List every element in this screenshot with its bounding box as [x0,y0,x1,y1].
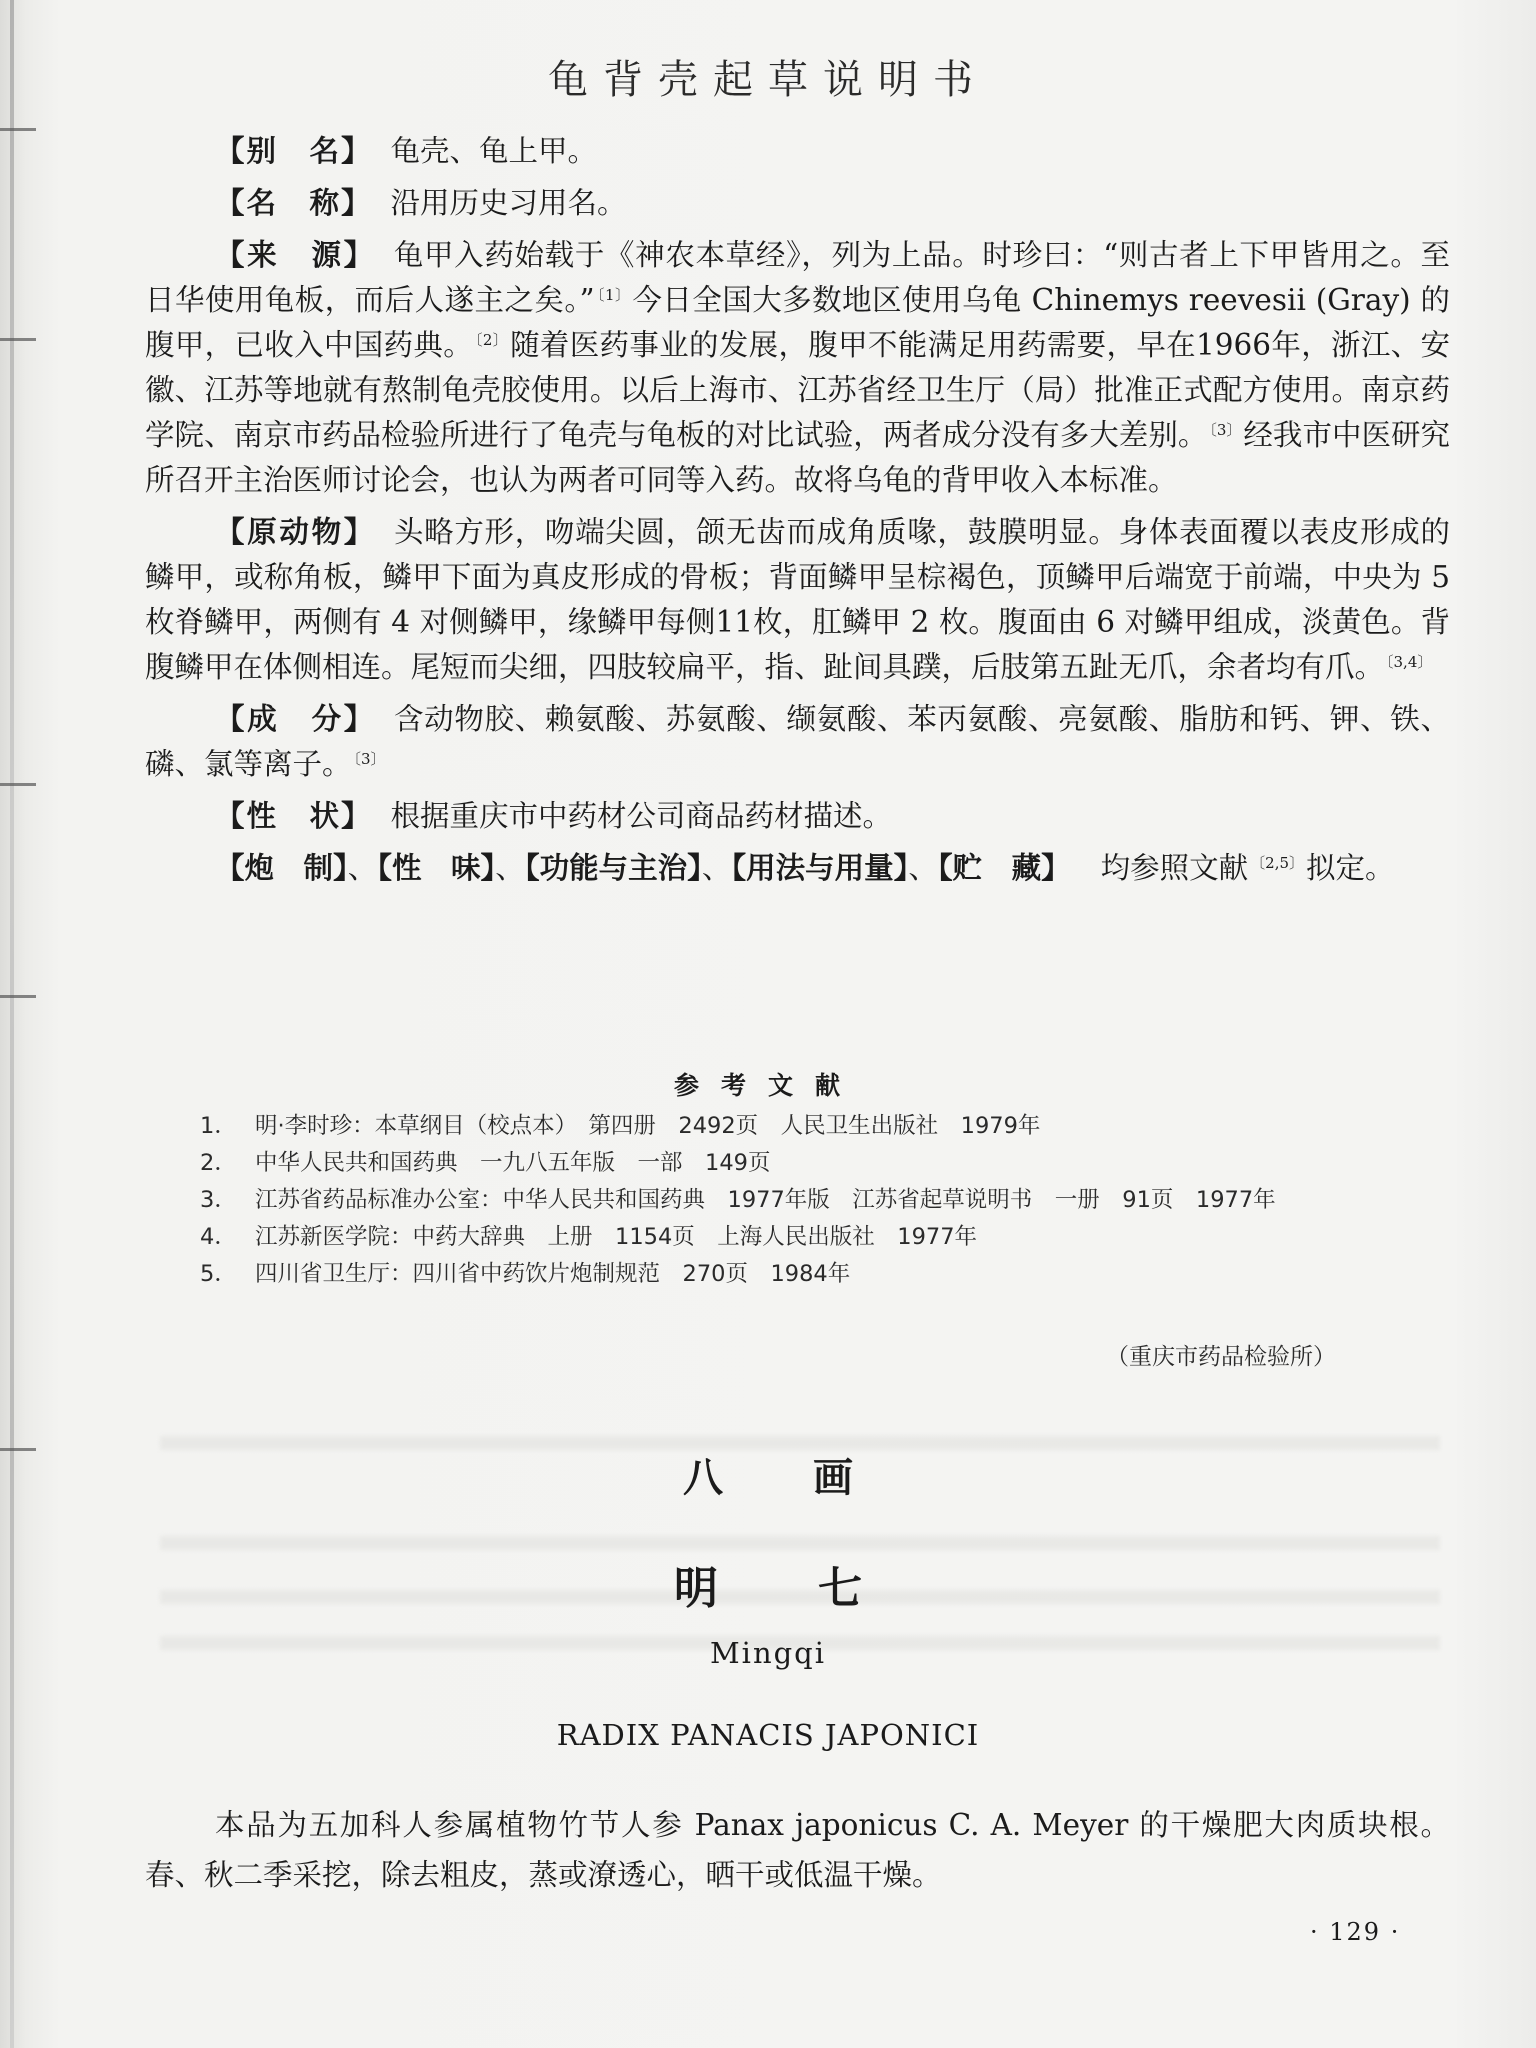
reference-text: 明·李时珍：本草纲目（校点本） 第四册 2492页 人民卫生出版社 1979年 [255,1113,1041,1139]
section-text: 拟定。 [1306,851,1395,885]
reference-text: 江苏新医学院：中药大辞典 上册 1154页 上海人民出版社 1977年 [255,1224,978,1250]
label-separator: 、 [908,851,938,885]
section-animal [145,509,1450,690]
section-label: 【功能与主治】 [524,850,702,885]
reference-number: 4． [200,1224,237,1250]
binding-mark [0,783,36,786]
binding-mark [0,128,36,131]
citation: 〔3〕 [353,750,386,768]
section-characteristics [145,793,1450,839]
running-header: 龟背壳起草说明书 [548,57,988,103]
references-list [200,1108,1440,1293]
citation: 〔3,4〕 [1386,653,1433,671]
reference-item [200,1145,1440,1182]
label-separator: 、 [347,851,378,885]
section-label: 【性 状】 [215,798,373,833]
reference-item [200,1219,1440,1256]
reference-item [200,1108,1440,1145]
section-label: 【原动物】 [215,514,376,549]
section-text: 经我市中医研究所召开主治医师讨论会，也认为两者可同等入药。故将乌龟的背甲收入本标准。 [145,418,1450,497]
drug-title: 明七 [674,1563,962,1614]
section-text: 随着医药事业的发展，腹甲不能满足用药需要，早在1966年，浙江、安徽、江苏等地就有熬制龟壳胶使用。以后上海市、江苏省经卫生厅（局）批准正式配方使用。南京药学院、南京市药品检验所进行了龟壳与龟板的对比试验，两者成分没有多大差别。 [145,328,1450,452]
citation: 〔3〕 [1209,421,1242,439]
section-source [145,232,1450,503]
reference-item [200,1182,1440,1219]
reference-text: 四川省卫生厅：四川省中药饮片炮制规范 270页 1984年 [255,1261,851,1287]
section-label: 【用法与用量】 [731,850,909,885]
section-label: 【来 源】 [215,237,376,272]
section-name [145,180,1450,226]
affiliation: （重庆市药品检验所） [1106,1344,1336,1370]
section-label: 【贮 藏】 [937,850,1071,885]
section-text: 含动物胶、赖氨酸、苏氨酸、缬氨酸、苯丙氨酸、亮氨酸、脂肪和钙、钾、铁、磷、氯等离子。 [145,702,1450,781]
reference-text: 江苏省药品标准办公室：中华人民共和国药典 1977年版 江苏省起草说明书 一册 91页 1977年 [255,1187,1276,1213]
section-label: 【性 味】 [377,850,496,885]
section-text: 均参照文献 [1100,851,1249,885]
section-label: 【炮 制】 [215,850,348,885]
reference-number: 2． [200,1150,237,1176]
reference-text: 中华人民共和国药典 一九八五年版 一部 149页 [255,1150,771,1176]
section-combined [145,845,1450,891]
section-text: 龟壳、龟上甲。 [390,134,598,168]
drug-latin-name: RADIX PANACIS JAPONICI [556,1718,980,1752]
references-title: 参考文献 [673,1071,862,1100]
stroke-section-heading: 八画 [683,1455,943,1501]
page-number: · 129 · [1310,1918,1401,1946]
section-text: 头略方形，吻端尖圆，颌无齿而成角质喙，鼓膜明显。身体表面覆以表皮形成的鳞甲，或称角板，鳞甲下面为真皮形成的骨板；背面鳞甲呈棕褐色，顶鳞甲后端宽于前端，中央为 5 枚脊鳞甲，两侧有 4 对侧鳞甲，缘鳞甲每侧11枚，肛鳞甲 2 枚。腹面由 6 对鳞甲组成，淡黄色。背腹鳞甲在体侧相连。尾短而尖细，四肢较扁平，指、趾间具蹼，后肢第五趾无爪，余者均有爪。 [145,515,1450,684]
citation: 〔1〕 [596,286,631,304]
citation: 〔2,5〕 [1250,854,1305,872]
section-text: 沿用历史习用名。 [390,186,627,220]
reference-number: 1． [200,1113,237,1139]
drug-description: 本品为五加科人参属植物竹节人参 Panax japonicus C. A. Meyer 的干燥肥大肉质块根。春、秋二季采挖，除去粗皮，蒸或潦透心，晒干或低温干燥。 [145,1808,1450,1892]
label-separator: 、 [701,851,732,885]
citation: 〔2〕 [475,331,509,349]
monograph-body [145,128,1450,897]
section-label: 【名 称】 [215,185,373,220]
section-composition [145,696,1450,787]
reference-number: 5． [200,1261,237,1287]
binding-mark [0,995,36,998]
reference-number: 3． [200,1187,237,1213]
section-text: 龟甲入药始载于《神农本草经》，列为上品。时珍曰：“则古者上下甲皆用之。至日华使用龟板，而后人遂主之矣。” [145,238,1450,317]
label-separator: 、 [495,851,525,885]
binding-mark [0,338,36,341]
section-text: 今日全国大多数地区使用乌龟 Chinemys reevesii (Gray) 的腹甲，已收入中国药典。 [145,283,1450,362]
drug-pinyin: Mingqi [709,1636,827,1670]
section-label: 【成 分】 [215,701,376,736]
section-alias [145,128,1450,174]
reference-item [200,1256,1440,1293]
section-label: 【别 名】 [215,133,373,168]
section-text: 根据重庆市中药材公司商品药材描述。 [390,799,893,833]
bleed-through-shadow [160,1536,1440,1550]
